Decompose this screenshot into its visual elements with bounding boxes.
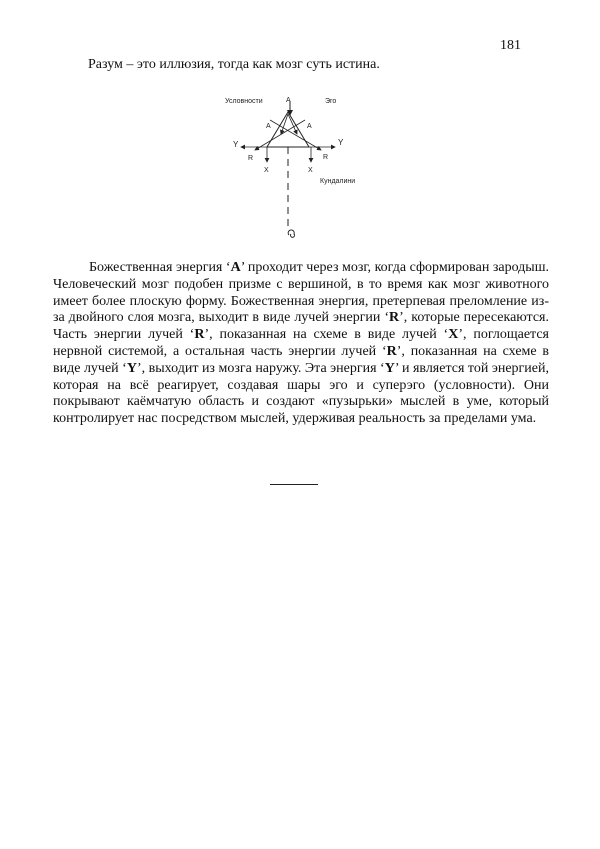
section-separator [270,484,318,485]
ray-label-r-left: R [248,155,254,162]
prism-outline [267,112,309,147]
ray-label-a-right: A [307,123,312,130]
label-ego: Эго [325,98,337,105]
ray-label-r-right: R [323,154,329,161]
label-conditions: Условности [225,98,263,105]
page-number: 181 [500,38,521,53]
ray-label-a-top: A [286,97,291,104]
kundalini-coil-icon [288,230,294,237]
label-kundalini: Кундалини [320,178,356,185]
ray-label-y-right: Y [338,138,344,147]
ray-label-y-left: Y [233,140,239,149]
energy-prism-diagram [215,90,375,250]
ray-label-a-left: A [266,123,271,130]
ray-label-x-left: X [264,167,269,174]
body-paragraph: Божественная энергия ‘A’ проходит через мозг, когда сформирован зародыш. Человеческий мозг подобен призме с вершиной, в то время как мозг животного имеет более плоскую форму. Божественная энергия, претерпевая преломление из-за двойного слоя мозга, выходит в виде лучей энергии ‘R’, которые пересекаются. Часть энергии лучей ‘R’, показанная на схеме в виде лучей ‘X’, поглощается нервной системой, а остальная часть энергии лучей ‘R’, показанная на схеме в виде лучей ‘Y’, выходит из мозга наружу. Эта энергия ‘Y’ и является той энергией, которая на всё реагирует, создавая шары эго и суперэго (условности). Они покрывают каёмчатую область и создают «пузырьки» мыслей в уме, который контролирует нас посредством мыслей, удерживая реальность за пределами ума. [53,260,550,427]
ray-label-x-right: X [308,167,313,174]
epigraph: Разум – это иллюзия, тогда как мозг суть истина. [88,57,380,72]
